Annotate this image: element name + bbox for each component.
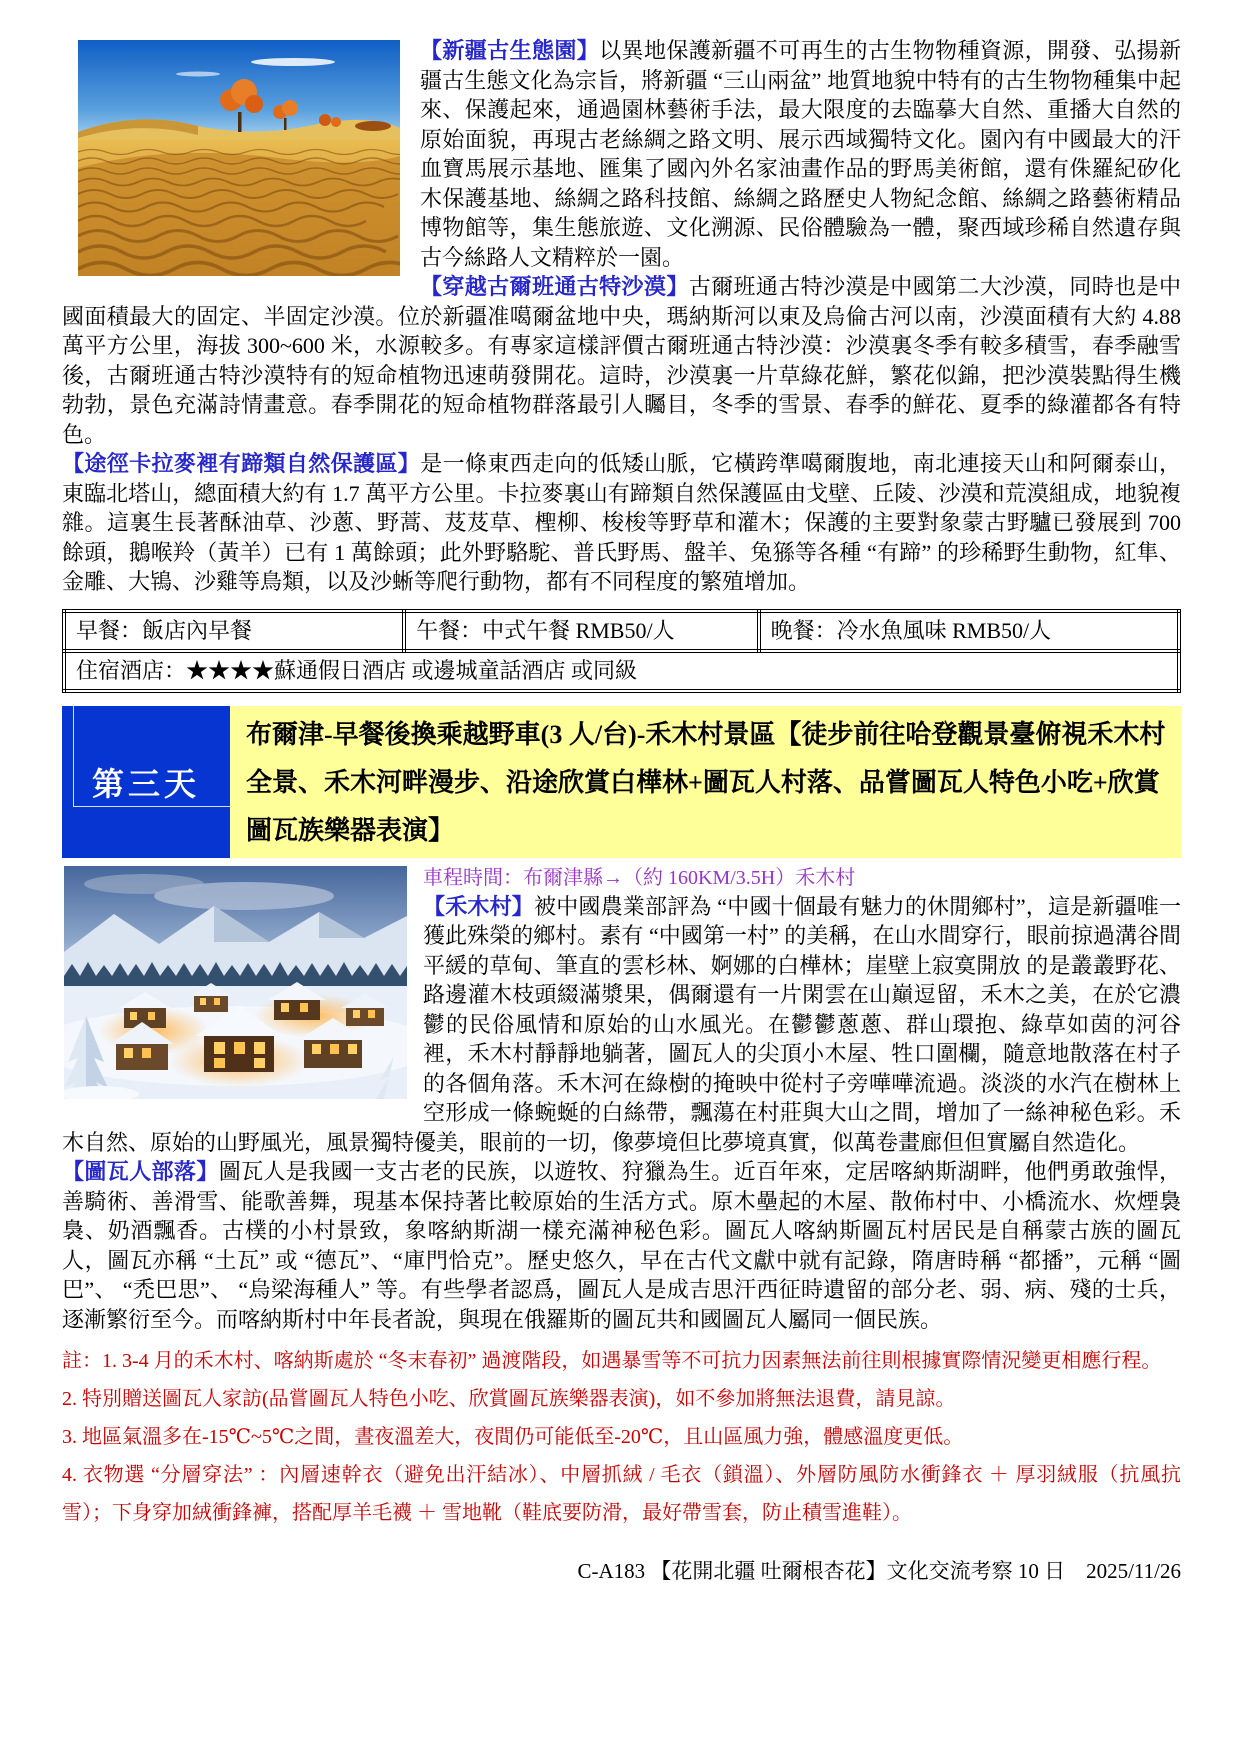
winter-village-photo <box>64 866 407 1099</box>
day3-title <box>230 706 1181 858</box>
top-sections <box>62 36 1181 597</box>
hotel-cell: 住宿酒店：★★★★蘇通假日酒店 或邊城童話酒店 或同級 <box>64 651 1179 691</box>
page-footer: C-A183 【花開北疆 吐爾根杏花】文化交流考察 10 日 2025/11/26 <box>577 1559 1181 1583</box>
section-tuwa <box>62 1157 1181 1334</box>
note-4: 4. 衣物選 “分層穿法” ：內層速幹衣（避免出汗結冰）、中層抓絨 / 毛衣（鎖溫）、外層防風防水衝鋒衣 ＋ 厚羽絨服（抗風抗雪）；下身穿加絨衝鋒褲，搭配厚羊毛襪 ＋ 雪地靴（鞋底要防滑，最好帶雪套，防止積雪進鞋）。 <box>62 1464 1181 1524</box>
section-eco-park-heading: 【新疆古生態園】 <box>420 38 600 63</box>
hotel-row <box>64 651 1179 691</box>
day3-banner <box>62 706 1181 858</box>
desert-photo <box>78 40 400 276</box>
section-kalamaili-heading: 【途徑卡拉麥裡有蹄類自然保護區】 <box>62 451 421 476</box>
section-eco-park-body: 以異地保護新疆不可再生的古生物物種資源，開發、弘揚新疆古生態文化為宗旨，將新疆 “三山兩盆” 地質地貌中特有的古生物物種集中起來、保護起來，通過園林藝術手法，最大限度的去臨摹大自然、重播大自然的原始面貌，再現古老絲綢之路文明、展示西域獨特文化。園內有中國最大的汗血寶馬展示基地、匯集了國內外名家油畫作品的野馬美術館，還有侏羅紀矽化木保護基地、絲綢之路科技館、絲綢之路歷史人物紀念館、絲綢之路藝術精品博物館等，集生態旅遊、文化溯源、民俗體驗為一體，聚西域珍稀自然遺存與古今絲路人文精粹於一園。 <box>420 38 1181 270</box>
lunch-cell: 午餐：中式午餐 RMB50/人 <box>404 611 759 651</box>
section-hemu-heading: 【禾木村】 <box>423 893 534 919</box>
section-tuwa-body: 圖瓦人是我國一支古老的民族，以遊牧、狩獵為生。近百年來，定居喀納斯湖畔，他們勇敢強悍，善騎術、善滑雪、能歌善舞，現基本保持著比較原始的生活方式。原木壘起的木屋、散佈村中、小橋流水、炊煙裊裊、奶酒飄香。古樸的小村景致，象喀納斯湖一樣充滿神秘色彩。圖瓦人喀納斯圖瓦村居民是自稱蒙古族的圖瓦人，圖瓦亦稱 “土瓦” 或 “德瓦”、“庫門恰克”。歷史悠久，早在古代文獻中就有記錄，隋唐時稱 “都播”，元稱 “圖巴”、 “禿巴思”、 “烏梁海種人” 等。有些學者認爲，圖瓦人是成吉思汗西征時遺留的部分老、弱、病、殘的士兵，逐漸繁衍至今。而喀納斯村中年長者說，與現在俄羅斯的圖瓦共和國圖瓦人屬同一個民族。 <box>62 1159 1181 1332</box>
day3-content <box>62 864 1181 1585</box>
day3-label-grid-line-v <box>73 706 74 806</box>
note-1: 註：1. 3-4 月的禾木村、喀納斯處於 “冬末春初” 過渡階段，如遇暴雪等不可抗力因素無法前往則根據實際情況變更相應行程。 <box>62 1350 1162 1372</box>
day3-title-text: 布爾津-早餐後換乘越野車(3 人/台)-禾木村景區【徒步前往哈登觀景臺俯視禾木村全景、禾木河畔漫步、沿途欣賞白樺林+圖瓦人村落、品嘗圖瓦人特色小吃+欣賞圖瓦族樂器表演】 <box>246 719 1166 845</box>
section-kalamaili-body: 是一條東西走向的低矮山脈，它橫跨準噶爾腹地，南北連接天山和阿爾泰山，東臨北塔山，總面積大約有 1.7 萬平方公里。卡拉麥裏山有蹄類自然保護區由戈壁、丘陵、沙漠和荒漠組成，地貌複雜。這裏生長著酥油草、沙蔥、野蒿、芨芨草、檉柳、梭梭等野草和灌木；保護的主要對象蒙古野驢已發展到 700 餘頭，鵝喉羚（黃羊）已有 1 萬餘頭；此外野駱駝、普氏野馬、盤羊、兔猻等各種 “有蹄” 的珍稀野生動物，紅隼、金雕、大鴇、沙雞等鳥類，以及沙蜥等爬行動物，都有不同程度的繁殖增加。 <box>62 451 1181 594</box>
section-gurbantunggut <box>62 272 1181 449</box>
section-gurbantunggut-heading: 【穿越古爾班通古特沙漠】 <box>420 274 689 299</box>
section-tuwa-heading: 【圖瓦人部落】 <box>62 1159 219 1184</box>
section-gurbantunggut-body: 古爾班通古特沙漠是中國第二大沙漠，同時也是中國面積最大的固定、半固定沙漠。位於新疆准噶爾盆地中央，瑪納斯河以東及烏倫古河以南，沙漠面積有大約 4.88 萬平方公里，海拔 300~600 米，水源較多。有專家這樣評價古爾班通古特沙漠：沙漠裏冬季有較多積雪，春季融雪後，古爾班通古特沙漠特有的短命植物迅速萌發開花。這時，沙漠裏一片草綠花鮮，繁花似錦，把沙漠裝點得生機勃勃，景色充滿詩情畫意。春季開花的短命植物群落最引人矚目，冬季的雪景、春季的鮮花、夏季的綠灌都各有特色。 <box>62 274 1181 447</box>
breakfast-cell: 早餐：飯店內早餐 <box>64 611 404 651</box>
day3-label <box>62 706 230 858</box>
day3-label-grid-line-h <box>73 806 230 807</box>
note-3: 3. 地區氣溫多在-15℃~5℃之間，晝夜溫差大，夜間仍可能低至-20℃，且山區風力強，體感溫度更低。 <box>62 1426 964 1448</box>
dinner-cell: 晚餐：冷水魚風味 RMB50/人 <box>759 611 1179 651</box>
drive-time: 車程時間：布爾津縣→（約 160KM/3.5H）禾木村 <box>423 866 856 889</box>
section-kalamaili <box>62 449 1181 597</box>
section-hemu-body: 被中國農業部評為 “中國十個最有魅力的休閒鄉村”，這是新疆唯一獲此殊榮的鄉村。素有 “中國第一村” 的美稱，在山水間穿行，眼前掠過溝谷間平緩的草甸、筆直的雲杉林、婀娜的白樺林；崖壁上寂寞開放 的是叢叢野花、路邊灌木枝頭綴滿漿果，偶爾還有一片閑雲在山巔逗留，禾木之美，在於它濃鬱的民俗風情和原始的山水風光。在鬱鬱蔥蔥、群山環抱、綠草如茵的河谷裡，禾木村靜靜地躺著，圖瓦人的尖頂小木屋、牲口圍欄，隨意地散落在村子的各個角落。禾木河在綠樹的掩映中從村子旁嘩嘩流過。淡淡的水汽在樹林上空形成一條蜿蜒的白絲帶，飄蕩在村莊與大山之間，增加了一絲神秘色彩。禾木自然、原始的山野風光，風景獨特優美，眼前的一切，像夢境但比夢境真實，似萬卷畫廊但但實屬自然造化。 <box>62 893 1181 1155</box>
day3-label-text: 第三天 <box>91 765 200 802</box>
note-2: 2. 特別贈送圖瓦人家訪(品嘗圖瓦人特色小吃、欣賞圖瓦族樂器表演)，如不參加將無法退費，請見諒。 <box>62 1388 956 1410</box>
notes <box>62 1342 1181 1532</box>
meals-table <box>62 609 1181 693</box>
meals-row <box>64 611 1179 651</box>
